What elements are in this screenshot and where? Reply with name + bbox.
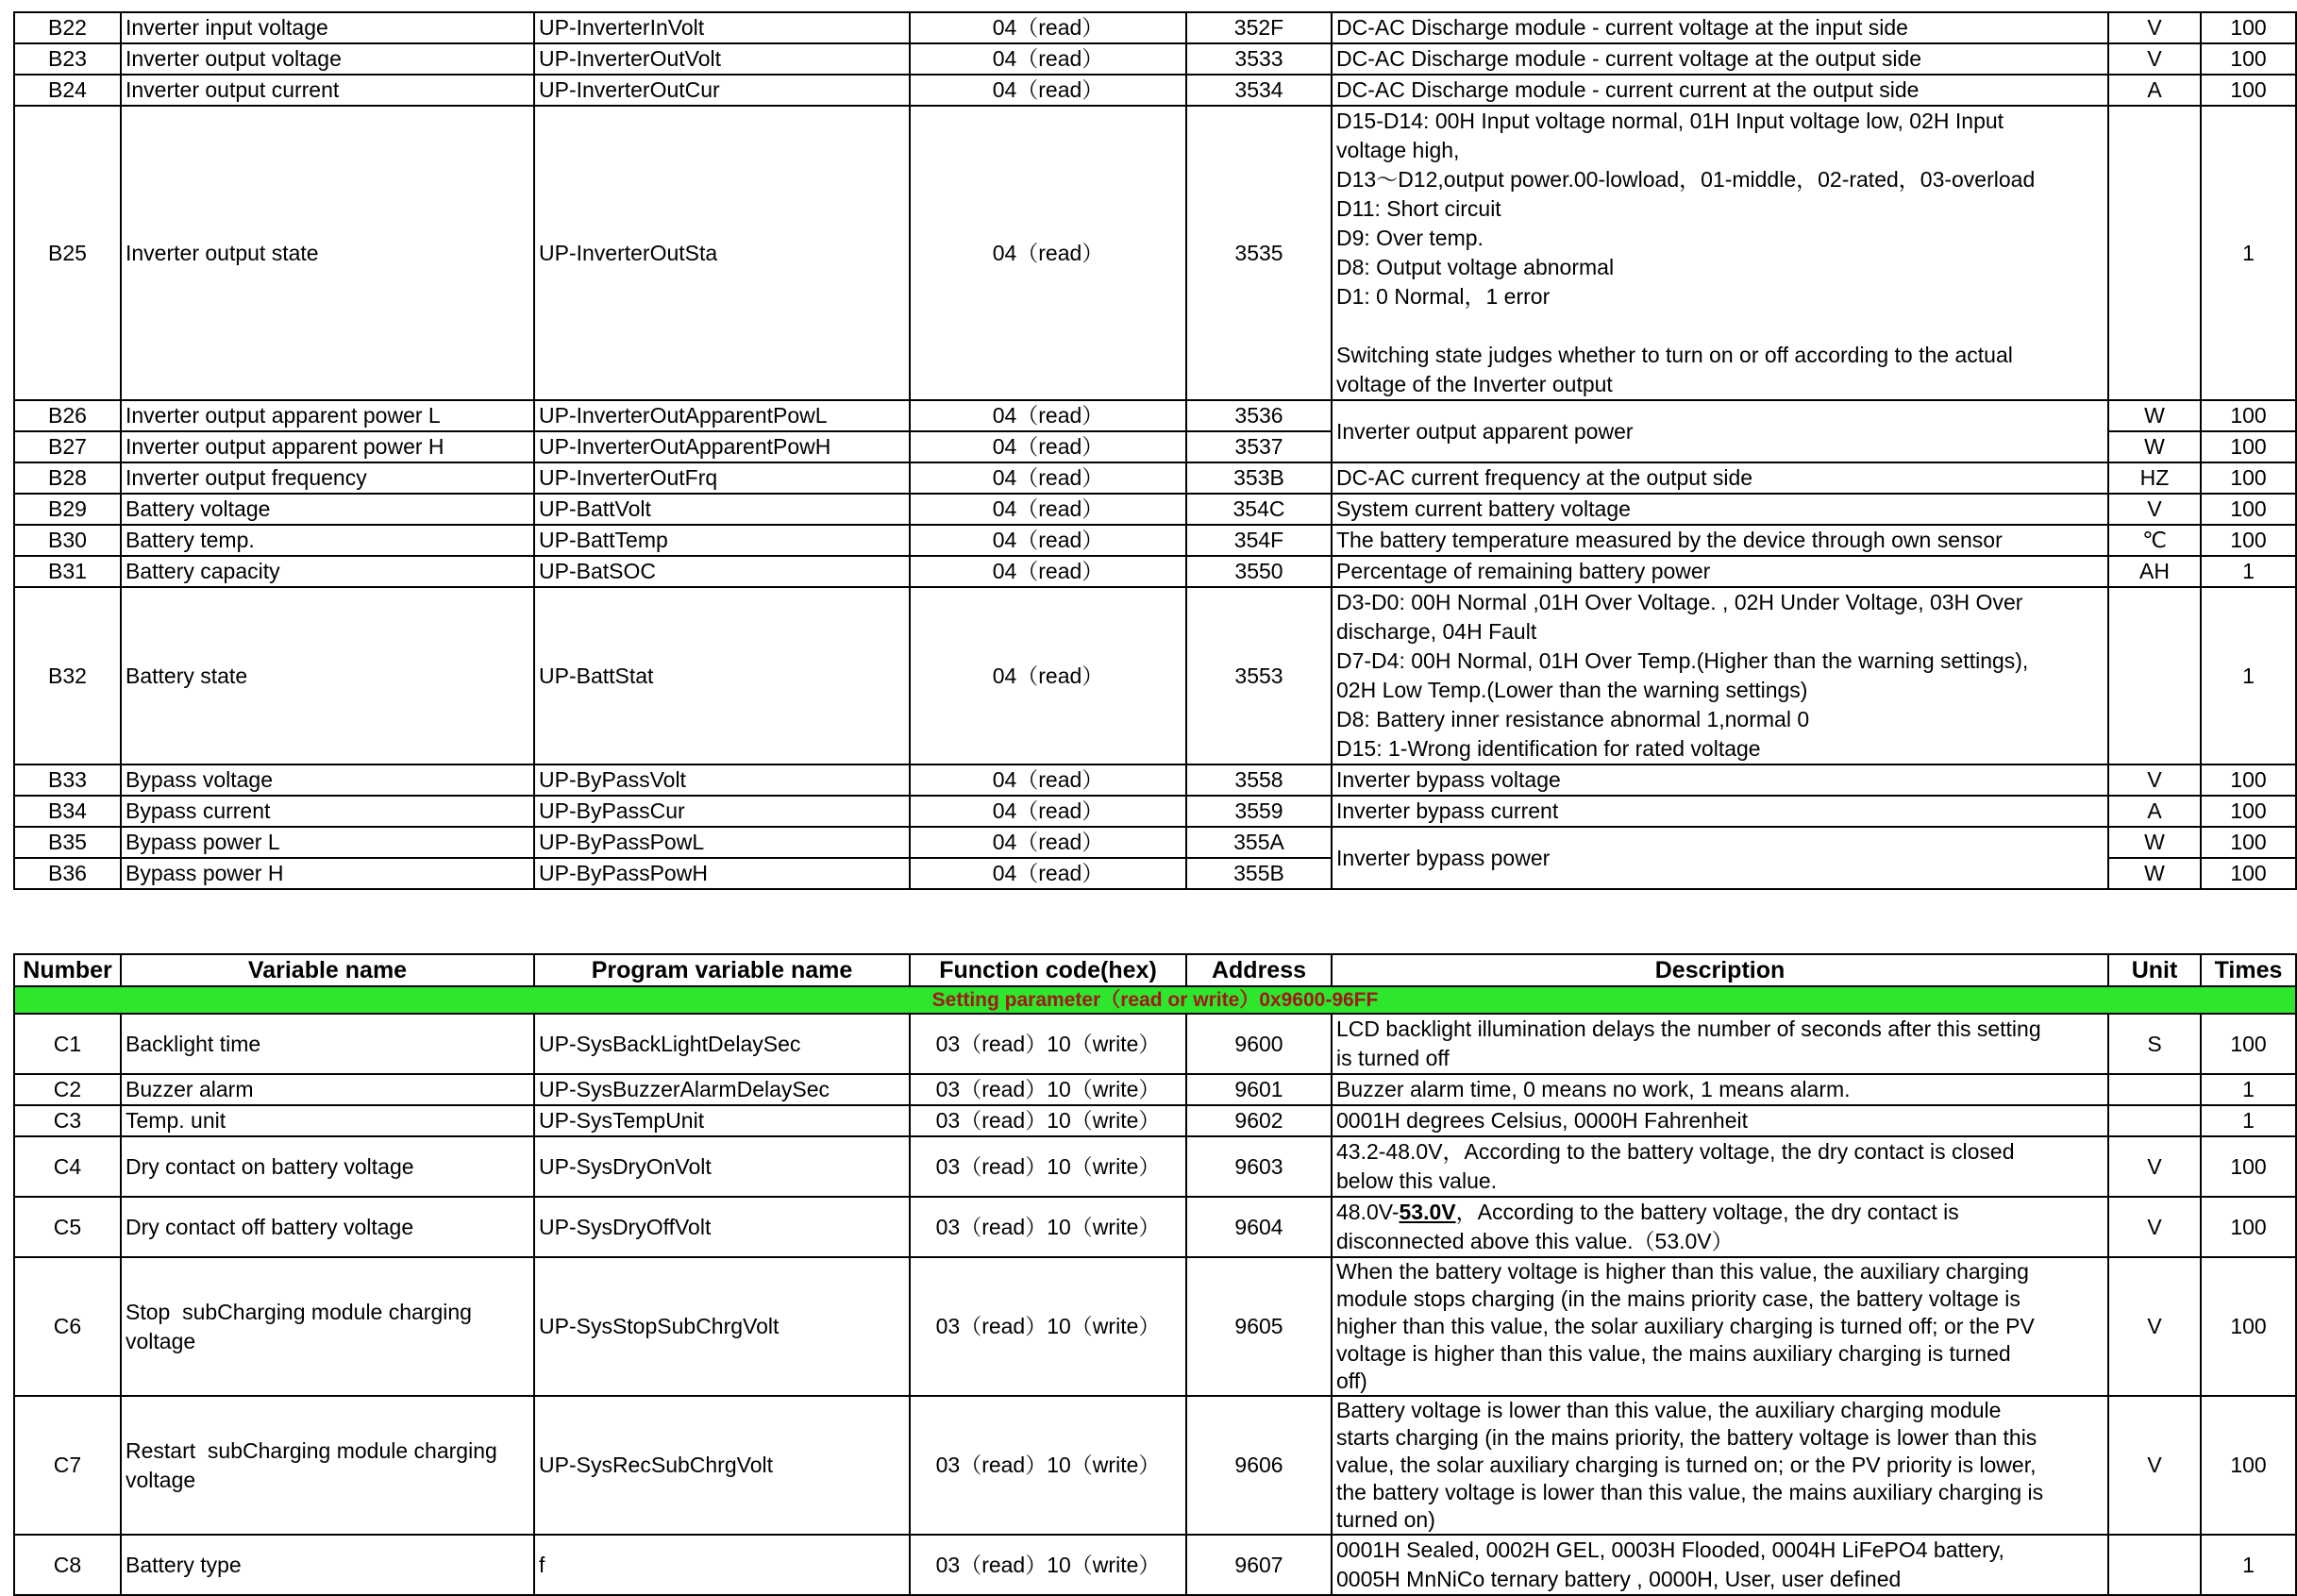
variable-name: Battery type	[121, 1535, 534, 1595]
row-number: B35	[14, 827, 121, 858]
unit: W	[2108, 827, 2201, 858]
description: 0001H Sealed, 0002H GEL, 0003H Flooded, 0004H LiFePO4 battery, 0005H MnNiCo ternary battery , 0000H, User, user defined	[1332, 1535, 2108, 1595]
times: 1	[2201, 106, 2296, 400]
table-b-body	[14, 12, 2296, 889]
description: 43.2-48.0V，According to the battery voltage, the dry contact is closed below this value.	[1332, 1136, 2108, 1197]
program-variable-name: UP-ByPassPowH	[534, 858, 910, 889]
section-title: Setting parameter（read or write）0x9600-96FF	[14, 986, 2296, 1014]
header-address: Address	[1186, 954, 1332, 986]
row-number: C3	[14, 1105, 121, 1136]
program-variable-name: UP-SysDryOnVolt	[534, 1136, 910, 1197]
unit: V	[2108, 43, 2201, 75]
description: When the battery voltage is higher than this value, the auxiliary charging module stops charging (in the mains priority case, the battery voltage is higher than this value, the solar auxiliary charging is turned off; or the PV voltage is higher than this value, the mains auxiliary charging is turned off)	[1332, 1257, 2108, 1396]
unit: A	[2108, 796, 2201, 827]
row-number: B30	[14, 525, 121, 556]
table-row	[14, 525, 2296, 556]
program-variable-name: UP-SysBackLightDelaySec	[534, 1014, 910, 1074]
header-description: Description	[1332, 954, 2108, 986]
address: 9602	[1186, 1105, 1332, 1136]
times: 100	[2201, 431, 2296, 462]
program-variable-name: UP-InverterOutVolt	[534, 43, 910, 75]
program-variable-name: UP-InverterOutApparentPowL	[534, 400, 910, 431]
function-code: 04（read）	[910, 431, 1186, 462]
variable-name: Buzzer alarm	[121, 1074, 534, 1105]
unit	[2108, 1535, 2201, 1595]
unit: W	[2108, 431, 2201, 462]
address: 3535	[1186, 106, 1332, 400]
address: 9607	[1186, 1535, 1332, 1595]
times: 100	[2201, 525, 2296, 556]
program-variable-name: UP-SysBuzzerAlarmDelaySec	[534, 1074, 910, 1105]
table-row	[14, 1396, 2296, 1535]
description: Inverter bypass voltage	[1332, 764, 2108, 796]
times: 100	[2201, 796, 2296, 827]
unit: W	[2108, 400, 2201, 431]
register-table-c	[13, 953, 2297, 1596]
row-number: B22	[14, 12, 121, 43]
program-variable-name: UP-BattVolt	[534, 494, 910, 525]
times: 1	[2201, 556, 2296, 587]
times: 1	[2201, 1105, 2296, 1136]
program-variable-name: UP-BattStat	[534, 587, 910, 764]
header-number: Number	[14, 954, 121, 986]
address: 9603	[1186, 1136, 1332, 1197]
function-code: 04（read）	[910, 462, 1186, 494]
times: 1	[2201, 1535, 2296, 1595]
program-variable-name: UP-SysDryOffVolt	[534, 1197, 910, 1257]
table-row	[14, 1257, 2296, 1396]
unit: V	[2108, 1197, 2201, 1257]
times: 100	[2201, 1396, 2296, 1535]
header-variable-name: Variable name	[121, 954, 534, 986]
row-number: B31	[14, 556, 121, 587]
times: 100	[2201, 1197, 2296, 1257]
address: 9604	[1186, 1197, 1332, 1257]
function-code: 04（read）	[910, 796, 1186, 827]
program-variable-name: UP-InverterOutFrq	[534, 462, 910, 494]
function-code: 04（read）	[910, 12, 1186, 43]
address: 3559	[1186, 796, 1332, 827]
row-number: C5	[14, 1197, 121, 1257]
function-code: 03（read）10（write）	[910, 1014, 1186, 1074]
description-highlight: 53.0V	[1399, 1200, 1456, 1224]
variable-name: Battery state	[121, 587, 534, 764]
description: Percentage of remaining battery power	[1332, 556, 2108, 587]
program-variable-name: UP-ByPassPowL	[534, 827, 910, 858]
program-variable-name: UP-SysTempUnit	[534, 1105, 910, 1136]
function-code: 04（read）	[910, 587, 1186, 764]
program-variable-name: UP-SysStopSubChrgVolt	[534, 1257, 910, 1396]
header-times: Times	[2201, 954, 2296, 986]
header-row	[14, 954, 2296, 986]
row-number: C4	[14, 1136, 121, 1197]
function-code: 04（read）	[910, 400, 1186, 431]
address: 9605	[1186, 1257, 1332, 1396]
program-variable-name: f	[534, 1535, 910, 1595]
variable-name: Backlight time	[121, 1014, 534, 1074]
address: 353B	[1186, 462, 1332, 494]
program-variable-name: UP-SysRecSubChrgVolt	[534, 1396, 910, 1535]
function-code: 03（read）10（write）	[910, 1396, 1186, 1535]
address: 352F	[1186, 12, 1332, 43]
description: Battery voltage is lower than this value, the auxiliary charging module starts charging (in the mains priority, the battery voltage is lower than this value, the solar auxiliary charging is turned on; or the PV priority is lower, the battery voltage is lower than this value, the mains auxiliary charging is turned on)	[1332, 1396, 2108, 1535]
section-row	[14, 986, 2296, 1014]
times: 100	[2201, 1257, 2296, 1396]
variable-name: Inverter output frequency	[121, 462, 534, 494]
description: DC-AC Discharge module - current current at the output side	[1332, 75, 2108, 106]
row-number: B34	[14, 796, 121, 827]
header-function-code: Function code(hex)	[910, 954, 1186, 986]
row-number: B33	[14, 764, 121, 796]
unit	[2108, 106, 2201, 400]
variable-name: Dry contact on battery voltage	[121, 1136, 534, 1197]
row-number: B25	[14, 106, 121, 400]
description	[1332, 1197, 2108, 1257]
function-code: 04（read）	[910, 106, 1186, 400]
address: 3550	[1186, 556, 1332, 587]
row-number: B27	[14, 431, 121, 462]
variable-name: Bypass power L	[121, 827, 534, 858]
description: LCD backlight illumination delays the number of seconds after this setting is turned off	[1332, 1014, 2108, 1074]
function-code: 04（read）	[910, 827, 1186, 858]
function-code: 04（read）	[910, 75, 1186, 106]
times: 100	[2201, 400, 2296, 431]
function-code: 03（read）10（write）	[910, 1535, 1186, 1595]
variable-name: Inverter output current	[121, 75, 534, 106]
table-row	[14, 1105, 2296, 1136]
program-variable-name: UP-InverterInVolt	[534, 12, 910, 43]
function-code: 03（read）10（write）	[910, 1074, 1186, 1105]
address: 354C	[1186, 494, 1332, 525]
unit	[2108, 1074, 2201, 1105]
row-number: B36	[14, 858, 121, 889]
address: 3537	[1186, 431, 1332, 462]
description-part: 48.0V-	[1336, 1200, 1400, 1224]
unit: V	[2108, 1136, 2201, 1197]
row-number: B28	[14, 462, 121, 494]
variable-name: Restart subCharging module charging voltage	[121, 1396, 534, 1535]
function-code: 03（read）10（write）	[910, 1105, 1186, 1136]
description: 0001H degrees Celsius, 0000H Fahrenheit	[1332, 1105, 2108, 1136]
times: 1	[2201, 587, 2296, 764]
table-c-body	[14, 1014, 2296, 1595]
row-number: C6	[14, 1257, 121, 1396]
address: 354F	[1186, 525, 1332, 556]
table-row	[14, 556, 2296, 587]
description: System current battery voltage	[1332, 494, 2108, 525]
address: 9600	[1186, 1014, 1332, 1074]
table-row	[14, 1014, 2296, 1074]
times: 100	[2201, 1136, 2296, 1197]
table-row	[14, 587, 2296, 764]
program-variable-name: UP-InverterOutApparentPowH	[534, 431, 910, 462]
address: 9606	[1186, 1396, 1332, 1535]
description: DC-AC Discharge module - current voltage at the output side	[1332, 43, 2108, 75]
unit	[2108, 587, 2201, 764]
times: 100	[2201, 858, 2296, 889]
variable-name: Battery capacity	[121, 556, 534, 587]
table-row	[14, 796, 2296, 827]
program-variable-name: UP-BattTemp	[534, 525, 910, 556]
header-unit: Unit	[2108, 954, 2201, 986]
variable-name: Inverter input voltage	[121, 12, 534, 43]
function-code: 04（read）	[910, 43, 1186, 75]
description: D15-D14: 00H Input voltage normal, 01H Input voltage low, 02H Input voltage high, D13～D12,output power.00-lowload，01-middle，02-rated，03-overload D11: Short circuit D9: Over temp. D8: Output voltage abnormal D1: 0 Normal，1 error Switching state judges whether to turn on or off according to the actual voltage of the Inverter output	[1332, 106, 2108, 400]
program-variable-name: UP-ByPassVolt	[534, 764, 910, 796]
table-row	[14, 12, 2296, 43]
variable-name: Temp. unit	[121, 1105, 534, 1136]
function-code: 03（read）10（write）	[910, 1136, 1186, 1197]
times: 100	[2201, 462, 2296, 494]
function-code: 04（read）	[910, 556, 1186, 587]
variable-name: Bypass voltage	[121, 764, 534, 796]
row-number: C1	[14, 1014, 121, 1074]
description: Inverter bypass power	[1332, 827, 2108, 889]
table-row	[14, 494, 2296, 525]
description: DC-AC current frequency at the output side	[1332, 462, 2108, 494]
description: Buzzer alarm time, 0 means no work, 1 means alarm.	[1332, 1074, 2108, 1105]
unit: HZ	[2108, 462, 2201, 494]
times: 100	[2201, 494, 2296, 525]
address: 3536	[1186, 400, 1332, 431]
program-variable-name: UP-InverterOutCur	[534, 75, 910, 106]
program-variable-name: UP-InverterOutSta	[534, 106, 910, 400]
description: Inverter output apparent power	[1332, 400, 2108, 462]
unit: W	[2108, 858, 2201, 889]
program-variable-name: UP-ByPassCur	[534, 796, 910, 827]
variable-name: Battery temp.	[121, 525, 534, 556]
row-number: B26	[14, 400, 121, 431]
row-number: C8	[14, 1535, 121, 1595]
row-number: C2	[14, 1074, 121, 1105]
unit: AH	[2108, 556, 2201, 587]
variable-name: Battery voltage	[121, 494, 534, 525]
unit: V	[2108, 12, 2201, 43]
variable-name: Inverter output state	[121, 106, 534, 400]
description: The battery temperature measured by the device through own sensor	[1332, 525, 2108, 556]
unit: V	[2108, 1257, 2201, 1396]
table-row	[14, 764, 2296, 796]
times: 1	[2201, 1074, 2296, 1105]
row-number: C7	[14, 1396, 121, 1535]
function-code: 03（read）10（write）	[910, 1197, 1186, 1257]
address: 3558	[1186, 764, 1332, 796]
address: 3553	[1186, 587, 1332, 764]
row-number: B32	[14, 587, 121, 764]
table-row	[14, 43, 2296, 75]
times: 100	[2201, 827, 2296, 858]
header-program-variable-name: Program variable name	[534, 954, 910, 986]
times: 100	[2201, 12, 2296, 43]
variable-name: Inverter output apparent power L	[121, 400, 534, 431]
variable-name: Bypass power H	[121, 858, 534, 889]
unit: V	[2108, 764, 2201, 796]
function-code: 04（read）	[910, 525, 1186, 556]
variable-name: Dry contact off battery voltage	[121, 1197, 534, 1257]
table-row	[14, 827, 2296, 858]
unit: V	[2108, 494, 2201, 525]
table-row	[14, 75, 2296, 106]
table-row	[14, 400, 2296, 431]
table-row	[14, 1074, 2296, 1105]
address: 355A	[1186, 827, 1332, 858]
times: 100	[2201, 43, 2296, 75]
variable-name: Inverter output voltage	[121, 43, 534, 75]
description-part: ，According to the battery voltage, the dry contact is disconnected above this value.（53.0V）	[1336, 1200, 1959, 1253]
table-row	[14, 1197, 2296, 1257]
unit: S	[2108, 1014, 2201, 1074]
description: DC-AC Discharge module - current voltage at the input side	[1332, 12, 2108, 43]
unit: A	[2108, 75, 2201, 106]
description: D3-D0: 00H Normal ,01H Over Voltage. , 02H Under Voltage, 03H Over discharge, 04H Fault D7-D4: 00H Normal, 01H Over Temp.(Higher than the warning settings), 02H Low Temp.(Lower than the warning settings) D8: Battery inner resistance abnormal 1,normal 0 D15: 1-Wrong identification for rated voltage	[1332, 587, 2108, 764]
function-code: 04（read）	[910, 764, 1186, 796]
unit: ℃	[2108, 525, 2201, 556]
row-number: B29	[14, 494, 121, 525]
table-row	[14, 1136, 2296, 1197]
function-code: 04（read）	[910, 494, 1186, 525]
table-row	[14, 1535, 2296, 1595]
unit	[2108, 1105, 2201, 1136]
function-code: 03（read）10（write）	[910, 1257, 1186, 1396]
times: 100	[2201, 75, 2296, 106]
address: 3534	[1186, 75, 1332, 106]
variable-name: Bypass current	[121, 796, 534, 827]
register-table-b	[13, 11, 2297, 890]
variable-name: Inverter output apparent power H	[121, 431, 534, 462]
row-number: B24	[14, 75, 121, 106]
description: Inverter bypass current	[1332, 796, 2108, 827]
program-variable-name: UP-BatSOC	[534, 556, 910, 587]
row-number: B23	[14, 43, 121, 75]
table-row	[14, 462, 2296, 494]
variable-name: Stop subCharging module charging voltage	[121, 1257, 534, 1396]
function-code: 04（read）	[910, 858, 1186, 889]
address: 355B	[1186, 858, 1332, 889]
times: 100	[2201, 1014, 2296, 1074]
address: 3533	[1186, 43, 1332, 75]
unit: V	[2108, 1396, 2201, 1535]
times: 100	[2201, 764, 2296, 796]
table-row	[14, 106, 2296, 400]
address: 9601	[1186, 1074, 1332, 1105]
